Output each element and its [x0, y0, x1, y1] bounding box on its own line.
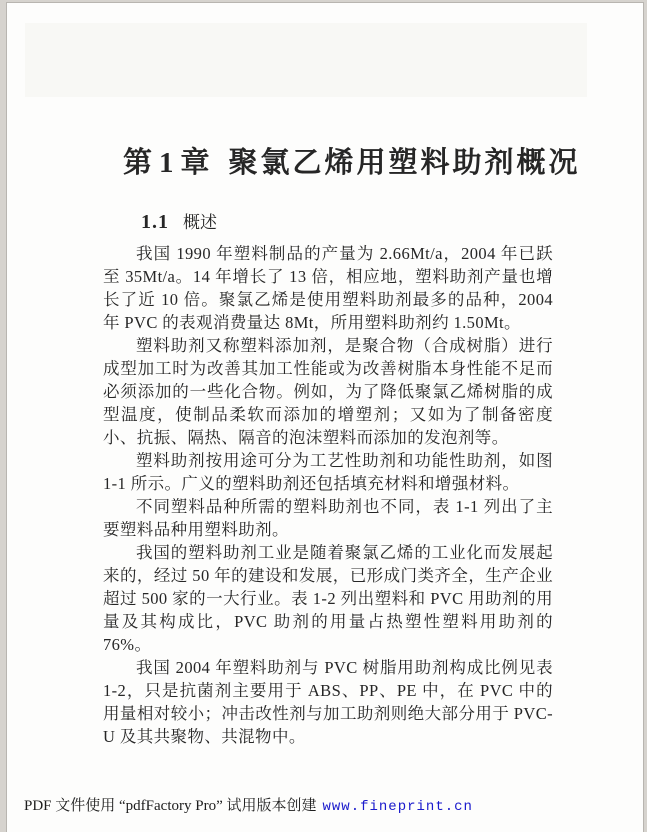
paragraph-industry-development: 我国的塑料助剂工业是随着聚氯乙烯的工业化而发展起来的，经过 50 年的建设和发展，已形成门类齐全，生产企业超过 500 家的一大行业。表 1-2 列出塑料和 PVC 用助剂的用量及其构成比，PVC 助剂的用量占热塑性塑料用助剂的 76%。 [103, 543, 553, 654]
chapter-number: 1 [159, 147, 177, 179]
body-text [103, 242, 553, 748]
document-page [6, 2, 644, 832]
paragraph-additive-by-plastic-type: 不同塑料品种所需的塑料助剂也不同，表 1-1 列出了主要塑料品种用塑料助剂。 [103, 497, 553, 539]
section-heading [103, 208, 643, 234]
fineprint-link[interactable]: www.fineprint.cn [322, 799, 473, 815]
watermark-text: PDF 文件使用 “pdfFactory Pro” 试用版本创建 [24, 798, 317, 814]
chapter-title [103, 140, 643, 181]
paragraph-production-growth: 我国 1990 年塑料制品的产量为 2.66Mt/a，2004 年已跃至 35Mt/a。14 年增长了 13 倍，相应地，塑料助剂产量也增长了近 10 倍。聚氯乙烯是使用塑料助剂最多的品种，2004 年 PVC 的表观消费量达 8Mt，所用塑料助剂约 1.50Mt。 [103, 244, 553, 332]
paragraph-composition-ratio: 我国 2004 年塑料助剂与 PVC 树脂用助剂构成比例见表 1-2，只是抗菌剂主要用于 ABS、PP、PE 中，在 PVC 中的用量相对较小；冲击改性剂与加工助剂则绝大部分用于 PVC-U 及其共聚物、共混物中。 [103, 658, 553, 746]
chapter-label-suffix: 章 [180, 147, 213, 179]
chapter-title-text: 聚氯乙烯用塑料助剂概况 [228, 147, 581, 179]
scan-artifact [25, 23, 587, 97]
pdf-trial-watermark [24, 794, 473, 815]
paragraph-additive-classification: 塑料助剂按用途可分为工艺性助剂和功能性助剂，如图 1-1 所示。广义的塑料助剂还包括填充材料和增强材料。 [103, 451, 553, 493]
paragraph-additive-definition: 塑料助剂又称塑料添加剂，是聚合物（合成树脂）进行成型加工时为改善其加工性能或为改善树脂本身性能不足而必须添加的一些化合物。例如，为了降低聚氯乙烯树脂的成型温度，使制品柔软而添加的增塑剂；又如为了制备密度小、抗振、隔热、隔音的泡沫塑料而添加的发泡剂等。 [103, 336, 553, 447]
chapter-label-prefix: 第 [123, 147, 156, 179]
section-title: 概述 [183, 213, 217, 232]
section-number: 1.1 [141, 211, 169, 233]
